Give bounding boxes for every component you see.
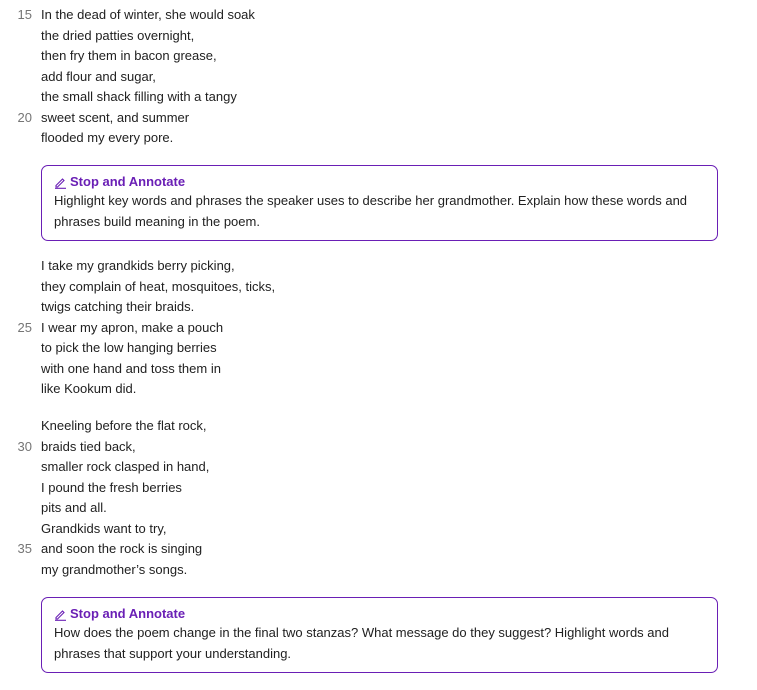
line-text: like Kookum did.	[41, 381, 137, 396]
line-text: my grandmother’s songs.	[41, 561, 188, 577]
line-text: with one hand and toss them in	[41, 360, 221, 376]
annotate-prompt: Highlight key words and phrases the speaker uses to describe her grandmother. Explain how these words and phrases build meaning in the poem.	[54, 193, 688, 229]
line-text: they complain of heat, mosquitoes, ticks,	[41, 278, 276, 294]
pencil-icon	[54, 176, 67, 189]
line-text: braids tied back,	[41, 438, 136, 454]
line-text: I take my grandkids berry picking,	[41, 258, 235, 273]
line-text: the small shack filling with a tangy	[41, 89, 237, 104]
line-number: 15	[17, 7, 32, 22]
line-text: then fry them in bacon grease,	[41, 48, 217, 63]
line-text: smaller rock clasped in hand,	[41, 459, 210, 474]
annotate-heading	[54, 173, 705, 191]
line-text: Kneeling before the flat rock,	[41, 418, 207, 433]
line-number: 35	[17, 541, 32, 556]
line-text: flooded my every pore.	[41, 130, 174, 145]
annotate-heading	[54, 605, 705, 623]
line-text: add flour and sugar,	[41, 68, 156, 84]
line-text: pits and all.	[41, 500, 107, 515]
pencil-icon	[54, 608, 67, 621]
line-text: and soon the rock is singing	[41, 541, 203, 556]
line-text: In the dead of winter, she would soak	[41, 7, 255, 22]
annotate-prompt: How does the poem change in the final two stanzas? What message do they suggest? Highlight words and phrases that support your understanding.	[54, 625, 669, 661]
line-text: I pound the fresh berries	[41, 479, 182, 495]
line-text: sweet scent, and summer	[41, 109, 190, 125]
line-text: the dried patties overnight,	[41, 27, 195, 43]
line-text: to pick the low hanging berries	[41, 340, 217, 355]
line-text: I wear my apron, make a pouch	[41, 319, 224, 335]
line-number: 30	[17, 438, 32, 454]
stop-and-annotate-box-1	[41, 165, 718, 241]
line-number: 25	[17, 319, 32, 335]
annotate-title: Stop and Annotate	[70, 606, 186, 621]
line-text: twigs catching their braids.	[41, 299, 195, 314]
stop-and-annotate-box-2	[41, 597, 718, 673]
line-text: Grandkids want to try,	[41, 520, 167, 536]
line-number: 20	[17, 109, 32, 125]
annotate-title: Stop and Annotate	[70, 174, 186, 189]
